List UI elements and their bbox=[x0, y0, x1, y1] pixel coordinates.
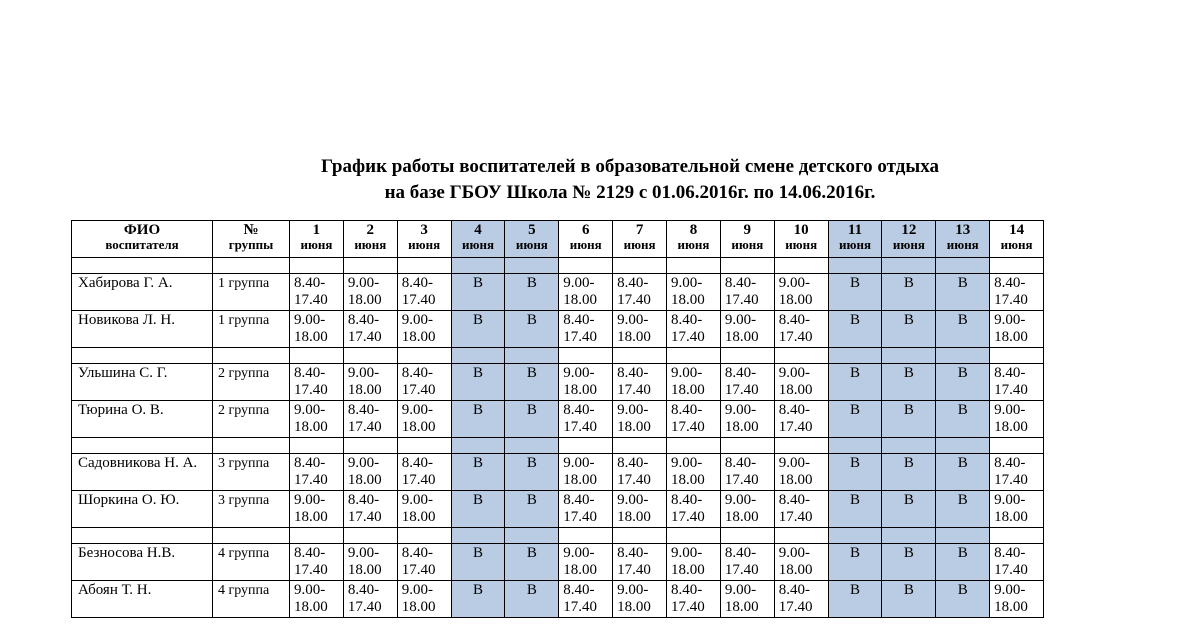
day-off-cell: В bbox=[451, 274, 505, 311]
header-day-3 bbox=[397, 221, 451, 258]
teacher-name: Хабирова Г. А. bbox=[72, 274, 213, 311]
group-number: 4 группа bbox=[213, 544, 290, 581]
shift-cell: 9.00- 18.00 bbox=[774, 544, 828, 581]
group-number: 4 группа bbox=[213, 581, 290, 618]
day-off-cell: В bbox=[936, 274, 990, 311]
day-off-cell: В bbox=[882, 581, 936, 618]
day-off-cell: В bbox=[882, 454, 936, 491]
day-off-cell: В bbox=[936, 491, 990, 528]
table-row bbox=[72, 491, 1044, 528]
header-day-8 bbox=[667, 221, 721, 258]
day-month: июня bbox=[408, 237, 441, 252]
empty-cell bbox=[828, 438, 882, 454]
empty-cell bbox=[936, 528, 990, 544]
shift-cell: 9.00- 18.00 bbox=[774, 364, 828, 401]
title-line-1: График работы воспитателей в образовательной смене детского отдыха bbox=[321, 156, 939, 177]
day-off-cell: В bbox=[451, 401, 505, 438]
empty-cell bbox=[667, 258, 721, 274]
day-off-cell: В bbox=[828, 581, 882, 618]
day-month: июня bbox=[300, 237, 333, 252]
shift-cell: 8.40- 17.40 bbox=[397, 274, 451, 311]
empty-cell bbox=[774, 348, 828, 364]
shift-cell: 9.00- 18.00 bbox=[667, 364, 721, 401]
day-off-cell: В bbox=[936, 544, 990, 581]
group-number: 2 группа bbox=[213, 401, 290, 438]
day-off-cell: В bbox=[882, 401, 936, 438]
day-off-cell: В bbox=[882, 491, 936, 528]
teacher-name: Садовникова Н. А. bbox=[72, 454, 213, 491]
empty-cell bbox=[720, 528, 774, 544]
empty-cell bbox=[213, 438, 290, 454]
header-day-11 bbox=[828, 221, 882, 258]
day-number: 13 bbox=[955, 222, 971, 238]
empty-cell bbox=[290, 348, 344, 364]
empty-cell bbox=[882, 348, 936, 364]
day-number: 11 bbox=[847, 222, 863, 238]
shift-cell: 8.40- 17.40 bbox=[343, 401, 397, 438]
shift-cell: 8.40- 17.40 bbox=[397, 364, 451, 401]
empty-cell bbox=[451, 438, 505, 454]
shift-cell: 8.40- 17.40 bbox=[613, 364, 667, 401]
empty-cell bbox=[505, 528, 559, 544]
header-group: № группы bbox=[213, 221, 290, 258]
shift-cell: 9.00- 18.00 bbox=[990, 491, 1044, 528]
empty-cell bbox=[290, 258, 344, 274]
shift-cell: 8.40- 17.40 bbox=[667, 581, 721, 618]
day-month: июня bbox=[1000, 237, 1033, 252]
shift-cell: 9.00- 18.00 bbox=[559, 364, 613, 401]
day-number: 12 bbox=[901, 222, 917, 238]
shift-cell: 8.40- 17.40 bbox=[990, 454, 1044, 491]
empty-cell bbox=[343, 258, 397, 274]
header-day-9 bbox=[720, 221, 774, 258]
day-month: июня bbox=[515, 237, 548, 252]
empty-cell bbox=[882, 258, 936, 274]
empty-cell bbox=[936, 348, 990, 364]
day-off-cell: В bbox=[828, 311, 882, 348]
day-off-cell: В bbox=[505, 311, 559, 348]
day-month: июня bbox=[731, 237, 764, 252]
shift-cell: 9.00- 18.00 bbox=[613, 491, 667, 528]
table-row bbox=[72, 544, 1044, 581]
shift-cell: 9.00- 18.00 bbox=[290, 311, 344, 348]
shift-cell: 8.40- 17.40 bbox=[290, 364, 344, 401]
empty-cell bbox=[613, 348, 667, 364]
group-number: 1 группа bbox=[213, 311, 290, 348]
day-off-cell: В bbox=[451, 454, 505, 491]
shift-cell: 8.40- 17.40 bbox=[343, 311, 397, 348]
shift-cell: 9.00- 18.00 bbox=[667, 454, 721, 491]
shift-cell: 8.40- 17.40 bbox=[774, 581, 828, 618]
shift-cell: 8.40- 17.40 bbox=[290, 544, 344, 581]
empty-cell bbox=[828, 258, 882, 274]
shift-cell: 8.40- 17.40 bbox=[613, 454, 667, 491]
shift-cell: 9.00- 18.00 bbox=[720, 311, 774, 348]
empty-cell bbox=[990, 258, 1044, 274]
empty-cell bbox=[213, 348, 290, 364]
empty-cell bbox=[828, 528, 882, 544]
teacher-name: Тюрина О. В. bbox=[72, 401, 213, 438]
shift-cell: 8.40- 17.40 bbox=[990, 544, 1044, 581]
teacher-name: Ульшина С. Г. bbox=[72, 364, 213, 401]
separator-row bbox=[72, 258, 1044, 274]
shift-cell: 8.40- 17.40 bbox=[559, 401, 613, 438]
shift-cell: 8.40- 17.40 bbox=[667, 491, 721, 528]
header-day-5 bbox=[505, 221, 559, 258]
empty-cell bbox=[990, 438, 1044, 454]
shift-cell: 9.00- 18.00 bbox=[397, 311, 451, 348]
shift-cell: 8.40- 17.40 bbox=[343, 491, 397, 528]
day-number: 14 bbox=[1009, 222, 1025, 238]
empty-cell bbox=[559, 348, 613, 364]
header-day-14 bbox=[990, 221, 1044, 258]
empty-cell bbox=[505, 438, 559, 454]
day-off-cell: В bbox=[505, 544, 559, 581]
shift-cell: 9.00- 18.00 bbox=[774, 454, 828, 491]
empty-cell bbox=[882, 438, 936, 454]
empty-cell bbox=[72, 528, 213, 544]
day-off-cell: В bbox=[936, 364, 990, 401]
shift-cell: 8.40- 17.40 bbox=[774, 311, 828, 348]
shift-cell: 8.40- 17.40 bbox=[774, 401, 828, 438]
empty-cell bbox=[451, 528, 505, 544]
day-off-cell: В bbox=[828, 274, 882, 311]
empty-cell bbox=[290, 438, 344, 454]
empty-cell bbox=[720, 258, 774, 274]
empty-cell bbox=[397, 348, 451, 364]
day-number: 4 bbox=[474, 222, 482, 238]
day-off-cell: В bbox=[828, 454, 882, 491]
empty-cell bbox=[667, 528, 721, 544]
day-number: 6 bbox=[581, 222, 590, 238]
empty-cell bbox=[213, 258, 290, 274]
day-number: 2 bbox=[366, 222, 375, 238]
shift-cell: 9.00- 18.00 bbox=[613, 311, 667, 348]
day-number: 1 bbox=[312, 222, 321, 238]
shift-cell: 8.40- 17.40 bbox=[559, 491, 613, 528]
shift-cell: 8.40- 17.40 bbox=[774, 491, 828, 528]
empty-cell bbox=[343, 438, 397, 454]
teacher-name: Новикова Л. Н. bbox=[72, 311, 213, 348]
empty-cell bbox=[505, 258, 559, 274]
shift-cell: 8.40- 17.40 bbox=[720, 274, 774, 311]
teacher-name: Шоркина О. Ю. bbox=[72, 491, 213, 528]
day-month: июня bbox=[677, 237, 710, 252]
empty-cell bbox=[613, 438, 667, 454]
shift-cell: 9.00- 18.00 bbox=[613, 581, 667, 618]
shift-cell: 8.40- 17.40 bbox=[613, 274, 667, 311]
empty-cell bbox=[559, 258, 613, 274]
shift-cell: 9.00- 18.00 bbox=[290, 491, 344, 528]
day-off-cell: В bbox=[451, 544, 505, 581]
shift-cell: 9.00- 18.00 bbox=[720, 581, 774, 618]
day-off-cell: В bbox=[828, 491, 882, 528]
shift-cell: 9.00- 18.00 bbox=[774, 274, 828, 311]
document-title bbox=[0, 154, 1200, 206]
empty-cell bbox=[72, 348, 213, 364]
shift-cell: 9.00- 18.00 bbox=[990, 311, 1044, 348]
day-off-cell: В bbox=[828, 544, 882, 581]
empty-cell bbox=[936, 258, 990, 274]
shift-cell: 9.00- 18.00 bbox=[397, 581, 451, 618]
empty-cell bbox=[451, 348, 505, 364]
day-off-cell: В bbox=[451, 311, 505, 348]
day-off-cell: В bbox=[882, 364, 936, 401]
shift-cell: 9.00- 18.00 bbox=[343, 364, 397, 401]
day-off-cell: В bbox=[936, 581, 990, 618]
shift-cell: 8.40- 17.40 bbox=[559, 311, 613, 348]
day-number: 9 bbox=[743, 222, 752, 238]
day-off-cell: В bbox=[936, 311, 990, 348]
empty-cell bbox=[559, 528, 613, 544]
shift-cell: 9.00- 18.00 bbox=[397, 401, 451, 438]
title-line-2: на базе ГБОУ Школа № 2129 с 01.06.2016г. по 14.06.2016г. bbox=[384, 182, 876, 203]
day-number: 7 bbox=[635, 222, 644, 238]
header-day-12 bbox=[882, 221, 936, 258]
shift-cell: 9.00- 18.00 bbox=[559, 274, 613, 311]
header-day-6 bbox=[559, 221, 613, 258]
empty-cell bbox=[397, 528, 451, 544]
empty-cell bbox=[343, 348, 397, 364]
day-month: июня bbox=[354, 237, 387, 252]
shift-cell: 8.40- 17.40 bbox=[990, 274, 1044, 311]
shift-cell: 8.40- 17.40 bbox=[667, 311, 721, 348]
header-day-1 bbox=[290, 221, 344, 258]
shift-cell: 8.40- 17.40 bbox=[613, 544, 667, 581]
empty-cell bbox=[505, 348, 559, 364]
day-month: июня bbox=[892, 237, 925, 252]
empty-cell bbox=[990, 348, 1044, 364]
separator-row bbox=[72, 438, 1044, 454]
separator-row bbox=[72, 528, 1044, 544]
day-month: июня bbox=[839, 237, 871, 252]
shift-cell: 9.00- 18.00 bbox=[720, 401, 774, 438]
empty-cell bbox=[720, 438, 774, 454]
day-month: июня bbox=[946, 237, 979, 252]
day-off-cell: В bbox=[451, 581, 505, 618]
group-number: 3 группа bbox=[213, 491, 290, 528]
day-number: 5 bbox=[528, 222, 536, 238]
day-off-cell: В bbox=[505, 364, 559, 401]
teacher-name: Абоян Т. Н. bbox=[72, 581, 213, 618]
shift-cell: 9.00- 18.00 bbox=[343, 274, 397, 311]
day-number: 8 bbox=[689, 222, 698, 238]
empty-cell bbox=[882, 528, 936, 544]
empty-cell bbox=[667, 348, 721, 364]
empty-cell bbox=[397, 258, 451, 274]
empty-cell bbox=[213, 528, 290, 544]
day-month: июня bbox=[462, 237, 494, 252]
day-month: июня bbox=[785, 237, 818, 252]
table-row bbox=[72, 454, 1044, 491]
shift-cell: 9.00- 18.00 bbox=[559, 544, 613, 581]
shift-cell: 8.40- 17.40 bbox=[397, 454, 451, 491]
day-off-cell: В bbox=[936, 401, 990, 438]
table-row bbox=[72, 364, 1044, 401]
group-number: 1 группа bbox=[213, 274, 290, 311]
empty-cell bbox=[774, 528, 828, 544]
header-day-4 bbox=[451, 221, 505, 258]
day-off-cell: В bbox=[505, 454, 559, 491]
schedule-table bbox=[71, 220, 1044, 618]
empty-cell bbox=[290, 528, 344, 544]
header-row bbox=[72, 221, 1044, 258]
empty-cell bbox=[720, 348, 774, 364]
table-row bbox=[72, 581, 1044, 618]
shift-cell: 8.40- 17.40 bbox=[720, 454, 774, 491]
shift-cell: 9.00- 18.00 bbox=[397, 491, 451, 528]
shift-cell: 8.40- 17.40 bbox=[290, 274, 344, 311]
day-number: 3 bbox=[420, 222, 428, 238]
day-off-cell: В bbox=[882, 274, 936, 311]
day-off-cell: В bbox=[828, 401, 882, 438]
day-off-cell: В bbox=[451, 491, 505, 528]
table-row bbox=[72, 274, 1044, 311]
day-off-cell: В bbox=[505, 491, 559, 528]
day-off-cell: В bbox=[451, 364, 505, 401]
shift-cell: 9.00- 18.00 bbox=[290, 401, 344, 438]
shift-cell: 9.00- 18.00 bbox=[343, 544, 397, 581]
empty-cell bbox=[990, 528, 1044, 544]
shift-cell: 9.00- 18.00 bbox=[667, 544, 721, 581]
empty-cell bbox=[774, 258, 828, 274]
shift-cell: 9.00- 18.00 bbox=[667, 274, 721, 311]
day-off-cell: В bbox=[882, 544, 936, 581]
day-off-cell: В bbox=[828, 364, 882, 401]
day-number: 10 bbox=[793, 222, 809, 238]
shift-cell: 8.40- 17.40 bbox=[559, 581, 613, 618]
shift-cell: 9.00- 18.00 bbox=[990, 401, 1044, 438]
day-month: июня bbox=[623, 237, 656, 252]
table-row bbox=[72, 311, 1044, 348]
day-month: июня bbox=[569, 237, 602, 252]
group-number: 2 группа bbox=[213, 364, 290, 401]
group-number: 3 группа bbox=[213, 454, 290, 491]
separator-row bbox=[72, 348, 1044, 364]
shift-cell: 8.40- 17.40 bbox=[720, 364, 774, 401]
empty-cell bbox=[667, 438, 721, 454]
shift-cell: 9.00- 18.00 bbox=[720, 491, 774, 528]
empty-cell bbox=[397, 438, 451, 454]
empty-cell bbox=[613, 258, 667, 274]
shift-cell: 8.40- 17.40 bbox=[720, 544, 774, 581]
empty-cell bbox=[774, 438, 828, 454]
shift-cell: 8.40- 17.40 bbox=[990, 364, 1044, 401]
table-row bbox=[72, 401, 1044, 438]
empty-cell bbox=[613, 528, 667, 544]
shift-cell: 9.00- 18.00 bbox=[613, 401, 667, 438]
header-day-7 bbox=[613, 221, 667, 258]
header-day-2 bbox=[343, 221, 397, 258]
shift-cell: 8.40- 17.40 bbox=[667, 401, 721, 438]
empty-cell bbox=[451, 258, 505, 274]
shift-cell: 9.00- 18.00 bbox=[559, 454, 613, 491]
header-day-13 bbox=[936, 221, 990, 258]
shift-cell: 8.40- 17.40 bbox=[290, 454, 344, 491]
shift-cell: 9.00- 18.00 bbox=[990, 581, 1044, 618]
empty-cell bbox=[936, 438, 990, 454]
header-name: ФИО воспитателя bbox=[72, 221, 213, 258]
shift-cell: 8.40- 17.40 bbox=[397, 544, 451, 581]
shift-cell: 9.00- 18.00 bbox=[290, 581, 344, 618]
empty-cell bbox=[343, 528, 397, 544]
empty-cell bbox=[828, 348, 882, 364]
empty-cell bbox=[559, 438, 613, 454]
shift-cell: 9.00- 18.00 bbox=[343, 454, 397, 491]
day-off-cell: В bbox=[505, 274, 559, 311]
day-off-cell: В bbox=[505, 581, 559, 618]
day-off-cell: В bbox=[936, 454, 990, 491]
teacher-name: Безносова Н.В. bbox=[72, 544, 213, 581]
day-off-cell: В bbox=[505, 401, 559, 438]
empty-cell bbox=[72, 258, 213, 274]
empty-cell bbox=[72, 438, 213, 454]
day-off-cell: В bbox=[882, 311, 936, 348]
shift-cell: 8.40- 17.40 bbox=[343, 581, 397, 618]
header-day-10 bbox=[774, 221, 828, 258]
